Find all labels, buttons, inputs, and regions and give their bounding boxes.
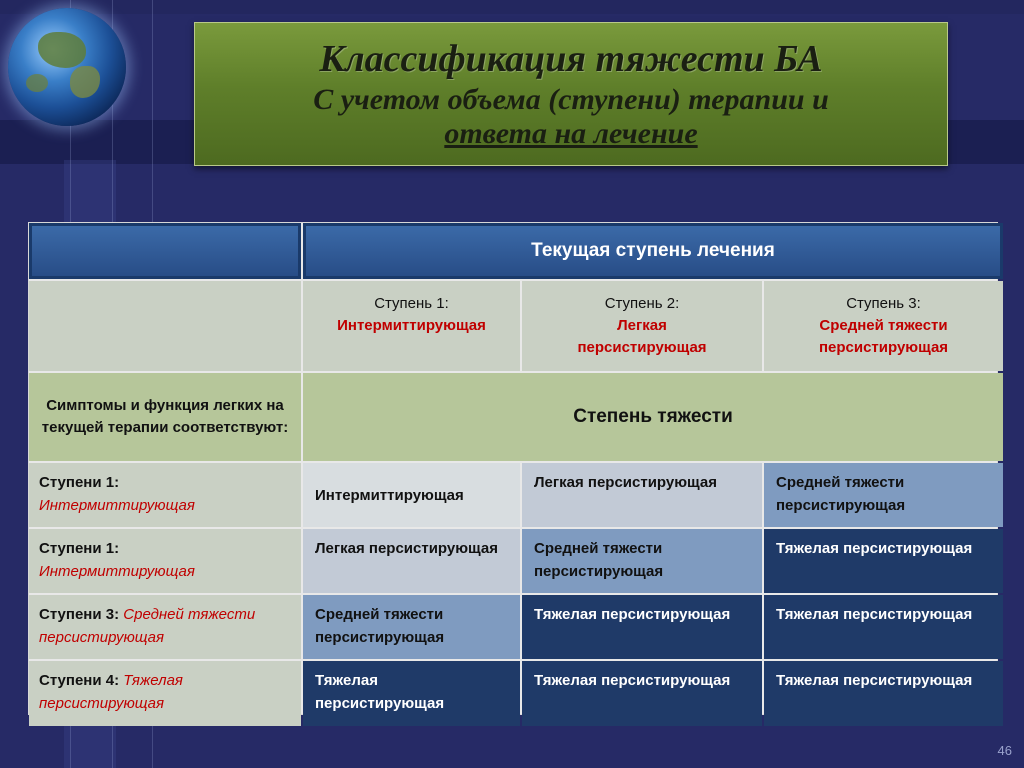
table-cell: Средней тяжести персистирующая: [303, 595, 520, 659]
table-cell: Средней тяжести персистирующая: [764, 463, 1003, 527]
table-cell: Тяжелая персистирующая: [522, 661, 762, 726]
row-label-2: Ступени 1: Интермиттирующая: [29, 529, 301, 593]
header-corner: [29, 223, 301, 279]
step-corner: [29, 281, 301, 371]
table-cell: Тяжелая персистирующая: [764, 595, 1003, 659]
table-cell: Средней тяжести персистирующая: [522, 529, 762, 593]
row-label-3: Ступени 3: Средней тяжести персистирующая: [29, 595, 301, 659]
title-box: [194, 22, 948, 166]
table-cell: Легкая персистирующая: [303, 529, 520, 593]
slide-subtitle-line1: С учетом объема (ступени) терапии и: [313, 83, 829, 116]
row-label-4: Ступени 4: Тяжелая персистирующая: [29, 661, 301, 726]
top-stripe: [0, 0, 1024, 14]
severity-title: Степень тяжести: [303, 373, 1003, 461]
classification-table: [28, 222, 998, 715]
table-cell: Интермиттирующая: [303, 463, 520, 527]
page-number: 46: [997, 743, 1012, 758]
table-cell: Тяжелая персистирующая: [303, 661, 520, 726]
table-cell: Тяжелая персистирующая: [764, 529, 1003, 593]
table-cell: Легкая персистирующая: [522, 463, 762, 527]
globe-icon: [8, 8, 126, 126]
symptoms-label: Симптомы и функция легких на текущей терапии соответствуют:: [29, 373, 301, 461]
slide-subtitle-line2: ответа на лечение: [444, 117, 698, 150]
slide-title: Классификация тяжести БА: [319, 38, 823, 80]
row-label-1: Ступени 1: Интермиттирующая: [29, 463, 301, 527]
step-3-header: Ступень 3: Средней тяжести персистирующая: [764, 281, 1003, 371]
step-2-header: Ступень 2: Легкая персистирующая: [522, 281, 762, 371]
table-cell: Тяжелая персистирующая: [522, 595, 762, 659]
step-1-header: Ступень 1: Интермиттирующая: [303, 281, 520, 371]
table-header: Текущая ступень лечения: [303, 223, 1003, 279]
table-cell: Тяжелая персистирующая: [764, 661, 1003, 726]
